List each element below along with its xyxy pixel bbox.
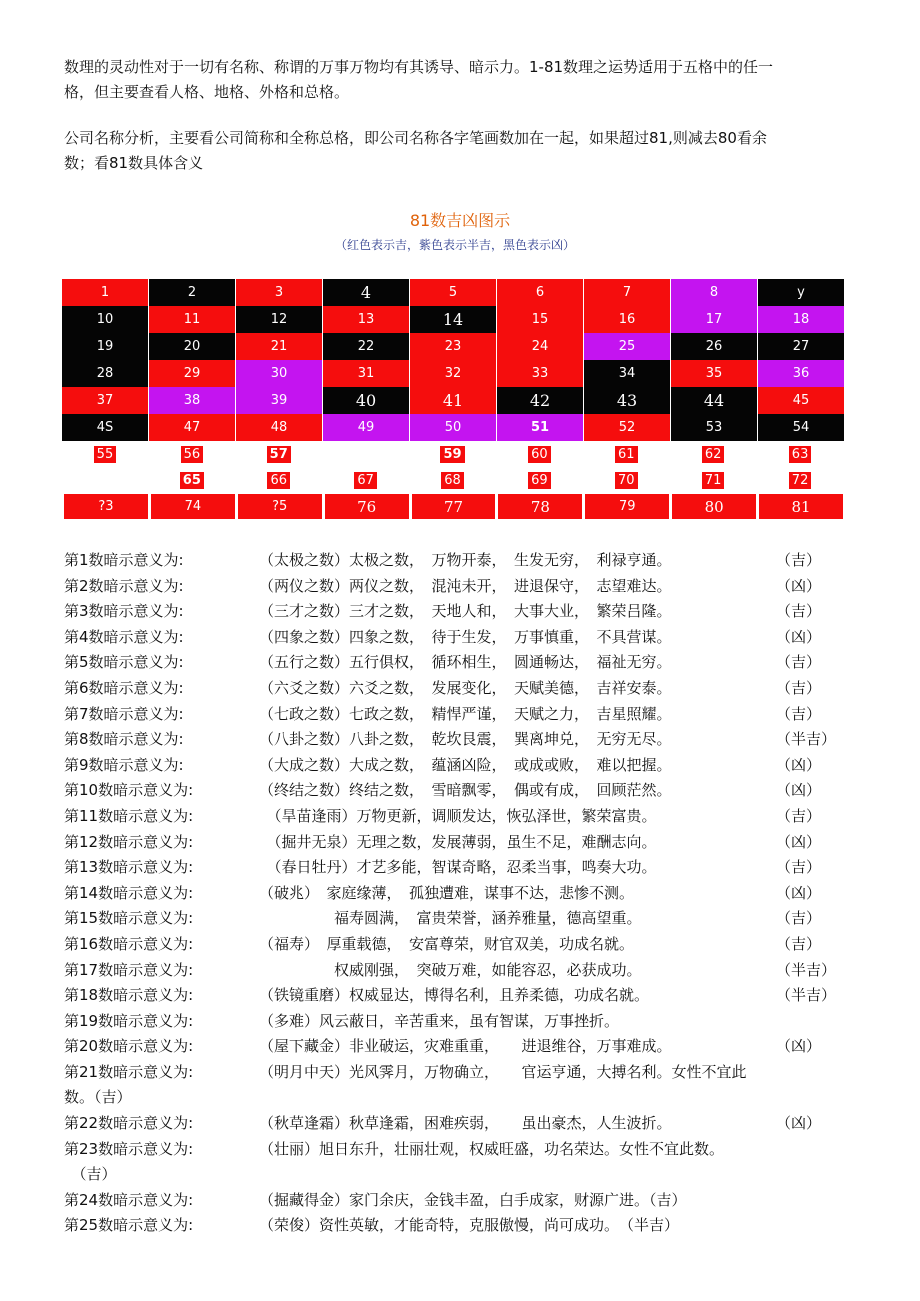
- meaning-result: （半吉）: [776, 730, 837, 749]
- meaning-label: 第8数暗示意义为:: [64, 730, 184, 749]
- grid-cell: 2: [149, 279, 235, 306]
- meaning-label: 第7数暗示意义为:: [64, 704, 184, 723]
- grid-cell: 49: [323, 414, 409, 441]
- grid-cell: 4: [323, 279, 409, 306]
- grid-cell: 4S: [62, 414, 148, 441]
- grid-cell: 30: [236, 360, 322, 387]
- meaning-line: [64, 802, 864, 828]
- meaning-line: [64, 725, 864, 751]
- meaning-result: （凶）: [776, 781, 822, 800]
- meaning-description: （破兆） 家庭缘薄， 孤独遭难，谋事不达，悲惨不测。: [259, 883, 635, 902]
- grid-cell: 44: [671, 387, 757, 414]
- grid-cell: 31: [323, 360, 409, 387]
- meaning-label: 第23数暗示意义为:: [64, 1139, 194, 1158]
- grid-badge: 69: [528, 472, 551, 489]
- grid-badge: 55: [94, 446, 117, 463]
- meaning-description: （两仪之数）两仪之数， 混沌未开， 进退保守， 志望难达。: [259, 576, 672, 595]
- grid-badge: 71: [702, 472, 725, 489]
- grid-badge: 62: [702, 446, 725, 463]
- grid-cell: 39: [236, 387, 322, 414]
- grid-badge: 57: [267, 446, 291, 463]
- meaning-line: [64, 700, 864, 726]
- grid-cell: 29: [149, 360, 235, 387]
- meaning-line: [64, 828, 864, 854]
- meaning-label: 第1数暗示意义为:: [64, 551, 184, 569]
- meaning-line: [64, 597, 864, 623]
- meaning-description: （五行之数）五行俱权， 循环相生， 圆通畅达， 福祉无穷。: [259, 653, 672, 672]
- meaning-label: 第14数暗示意义为:: [64, 883, 194, 902]
- meaning-line: [64, 1160, 864, 1186]
- grid-cell: 81: [759, 494, 843, 519]
- grid-cell: 23: [410, 333, 496, 360]
- meaning-result: （吉）: [776, 704, 822, 723]
- meaning-line: [64, 853, 864, 879]
- meaning-label: 第6数暗示意义为:: [64, 678, 184, 697]
- meaning-description: （六爻之数）六爻之数， 发展变化， 天赋美德， 吉祥安泰。: [259, 678, 672, 697]
- meaning-description: （掘藏得金）家门余庆，金钱丰盈，白手成家，财源广进。（吉）: [259, 1190, 687, 1209]
- meaning-description: （多难）风云蔽日，辛苦重来，虽有智谋，万事挫折。: [259, 1011, 620, 1030]
- meaning-line: [64, 879, 864, 905]
- meaning-line: [64, 904, 864, 930]
- meaning-label: 第18数暗示意义为:: [64, 986, 194, 1005]
- grid-cell: ?3: [64, 494, 148, 519]
- meaning-result: （吉）: [776, 909, 822, 928]
- grid-cell: 25: [584, 333, 670, 360]
- meaning-line: [64, 1032, 864, 1058]
- grid-cell: 12: [236, 306, 322, 333]
- grid-cell: 43: [584, 387, 670, 414]
- grid-cell: 15: [497, 306, 583, 333]
- grid-cell: 48: [236, 414, 322, 441]
- chart-subtitle: （红色表示吉，紫色表示半吉，黑色表示凶）: [334, 238, 575, 252]
- grid-cell: ?5: [238, 494, 322, 519]
- meaning-label: 第24数暗示意义为:: [64, 1190, 194, 1209]
- meaning-result: （半吉）: [776, 960, 837, 979]
- meaning-result: （凶）: [776, 627, 822, 646]
- meaning-line: [64, 648, 864, 674]
- grid-badge: 56: [181, 446, 204, 463]
- meaning-label: 数。（吉）: [64, 1088, 132, 1107]
- grid-badge: 70: [615, 472, 638, 489]
- meaning-description: （壮丽）旭日东升，壮丽壮观，权威旺盛，功名荣达。女性不宜此数。: [259, 1139, 725, 1158]
- grid-cell: 33: [497, 360, 583, 387]
- grid-cell: 18: [758, 306, 844, 333]
- grid-cell: 54: [758, 414, 844, 441]
- meanings-list: [64, 546, 864, 1237]
- grid-cell: 37: [62, 387, 148, 414]
- grid-cell: 11: [149, 306, 235, 333]
- meaning-result: （吉）: [776, 806, 822, 825]
- grid-cell: 8: [671, 279, 757, 306]
- meaning-result: （吉）: [776, 653, 822, 672]
- grid-cell: 6: [497, 279, 583, 306]
- grid-cell: 40: [323, 387, 409, 414]
- meaning-result: （凶）: [776, 755, 822, 774]
- meaning-line: [64, 572, 864, 598]
- meaning-result: （吉）: [776, 934, 822, 953]
- meaning-line: [64, 1135, 864, 1161]
- meaning-description: 权威刚强， 突破万难，如能容忍，必获成功。: [259, 960, 642, 979]
- meaning-line: [64, 546, 864, 572]
- grid-cell: 16: [584, 306, 670, 333]
- meaning-line: [64, 623, 864, 649]
- meaning-description: （铁镜重磨）权威显达，博得名利，且养柔德，功成名就。: [259, 986, 650, 1005]
- meaning-result: （凶）: [776, 832, 822, 851]
- grid-cell: 32: [410, 360, 496, 387]
- meaning-result: （凶）: [776, 1037, 822, 1056]
- meaning-description: （秋草逢霜）秋草逢霜，困难疾弱， 虽出豪杰，人生波折。: [259, 1114, 672, 1133]
- grid-badge: 67: [354, 472, 377, 489]
- meaning-description: （太极之数）太极之数， 万物开泰， 生发无穷， 利禄亨通。: [259, 551, 672, 569]
- meaning-description: （八卦之数）八卦之数， 乾坎艮震， 巽离坤兑， 无穷无尽。: [259, 730, 672, 749]
- meaning-label: 第5数暗示意义为:: [64, 653, 184, 672]
- grid-cell: 80: [672, 494, 756, 519]
- grid-cell: 41: [410, 387, 496, 414]
- grid-cell: 5: [410, 279, 496, 306]
- meaning-label: 第20数暗示意义为:: [64, 1037, 194, 1056]
- meaning-label: 第10数暗示意义为:: [64, 781, 194, 800]
- grid-cell: 17: [671, 306, 757, 333]
- grid-cell: 36: [758, 360, 844, 387]
- grid-badge: 68: [441, 472, 464, 489]
- meaning-description: （明月中天）光风霁月，万物确立， 官运亨通，大搏名利。女性不宜此: [259, 1062, 747, 1081]
- meaning-label: 第19数暗示意义为:: [64, 1011, 194, 1030]
- grid-cell: 35: [671, 360, 757, 387]
- meaning-result: （吉）: [776, 602, 822, 621]
- meaning-description: 福寿圆满， 富贵荣誉，涵养雅量，德高望重。: [259, 909, 642, 928]
- grid-badge: 65: [180, 472, 204, 489]
- meaning-label: 第4数暗示意义为:: [64, 627, 184, 646]
- intro-paragraph-1: [64, 55, 784, 105]
- grid-badge: 59: [440, 446, 464, 463]
- grid-cell: 10: [62, 306, 148, 333]
- chart-title: 81数吉凶图示: [409, 211, 511, 230]
- grid-cell: 28: [62, 360, 148, 387]
- grid-row: [62, 414, 844, 441]
- meaning-description: （大成之数）大成之数， 蕴涵凶险， 或成或败， 难以把握。: [259, 755, 672, 774]
- grid-badge: 72: [789, 472, 812, 489]
- grid-badge: 63: [789, 446, 812, 463]
- grid-cell: 21: [236, 333, 322, 360]
- grid-cell: 7: [584, 279, 670, 306]
- grid-cell: 51: [497, 414, 583, 441]
- meaning-description: （掘井无泉）无理之数，发展薄弱，虽生不足，难酬志向。: [259, 832, 657, 851]
- meaning-description: （四象之数）四象之数， 待于生发， 万事慎重， 不具营谋。: [259, 627, 672, 646]
- grid-cell: 38: [149, 387, 235, 414]
- meaning-label: 第15数暗示意义为:: [64, 909, 194, 928]
- meaning-line: [64, 930, 864, 956]
- grid-badge: 61: [615, 446, 638, 463]
- meaning-description: （福寿） 厚重载德， 安富尊荣，财官双美，功成名就。: [259, 934, 635, 953]
- grid-cell: 3: [236, 279, 322, 306]
- intro-text-1: 数理的灵动性对于一切有名称、称谓的万事万物均有其诱导、暗示力。1-81数理之运势适用于五格中的任一格，但主要查看人格、地格、外格和总格。: [64, 58, 774, 101]
- grid-cell: 20: [149, 333, 235, 360]
- meaning-line: [64, 776, 864, 802]
- meaning-label: 第3数暗示意义为:: [64, 602, 184, 621]
- grid-cell: 13: [323, 306, 409, 333]
- grid-cell: 53: [671, 414, 757, 441]
- grid-cell: 24: [497, 333, 583, 360]
- grid-row: [62, 306, 844, 333]
- grid-row: [62, 333, 844, 360]
- meaning-line: [64, 981, 864, 1007]
- grid-cell: 22: [323, 333, 409, 360]
- meaning-result: （吉）: [776, 551, 822, 569]
- meaning-label: 第25数暗示意义为:: [64, 1216, 194, 1235]
- intro-paragraph-2: [64, 126, 784, 176]
- grid-cell: 76: [325, 494, 409, 519]
- meaning-result: （凶）: [776, 883, 822, 902]
- meaning-line: [64, 1007, 864, 1033]
- meaning-label: 第11数暗示意义为:: [64, 806, 194, 825]
- grid-cell: 1: [62, 279, 148, 306]
- grid-badge: 60: [528, 446, 551, 463]
- meaning-description: （三才之数）三才之数， 天地人和， 大事大业， 繁荣吕隆。: [259, 602, 672, 621]
- meaning-line: [64, 1058, 864, 1084]
- grid-cell: 27: [758, 333, 844, 360]
- grid-row: [62, 387, 844, 414]
- grid-badge-row: [62, 441, 844, 467]
- grid-cell: 14: [410, 306, 496, 333]
- meaning-label: 第16数暗示意义为:: [64, 934, 194, 953]
- grid-cell: 52: [584, 414, 670, 441]
- meaning-result: （凶）: [776, 1114, 822, 1133]
- meaning-description: （终结之数）终结之数， 雪暗飘零， 偶或有成， 回顾茫然。: [259, 781, 672, 800]
- intro-text-2: 公司名称分析，主要看公司简称和全称总格，即公司名称各字笔画数加在一起，如果超过81,则减去80看余数；看81数具体含义: [64, 129, 767, 172]
- grid-cell: 19: [62, 333, 148, 360]
- grid-cell: 34: [584, 360, 670, 387]
- meaning-line: [64, 674, 864, 700]
- meaning-description: （七政之数）七政之数， 精悍严谨， 天赋之力， 吉星照耀。: [259, 704, 672, 723]
- grid-row: [62, 360, 844, 387]
- grid-cell: 77: [412, 494, 496, 519]
- grid-cell: 79: [585, 494, 669, 519]
- meaning-label: 第21数暗示意义为:: [64, 1062, 194, 1081]
- meaning-label: 第12数暗示意义为:: [64, 832, 194, 851]
- meaning-line: [64, 956, 864, 982]
- meaning-label: 第2数暗示意义为:: [64, 576, 184, 595]
- grid-cell: 42: [497, 387, 583, 414]
- meaning-label: 第22数暗示意义为:: [64, 1114, 194, 1133]
- meaning-result: （凶）: [776, 576, 822, 595]
- grid-cell: 74: [151, 494, 235, 519]
- grid-cell: 45: [758, 387, 844, 414]
- meaning-label: 第17数暗示意义为:: [64, 960, 194, 979]
- meaning-line: [64, 1186, 864, 1212]
- grid-row: [62, 279, 844, 306]
- grid-cell: y: [758, 279, 844, 306]
- grid-last-row: [62, 494, 844, 519]
- meaning-label: （吉）: [64, 1165, 117, 1184]
- meaning-result: （吉）: [776, 678, 822, 697]
- meaning-label: 第13数暗示意义为:: [64, 858, 194, 877]
- meaning-line: [64, 751, 864, 777]
- meaning-description: （旱苗逢雨）万物更新，调顺发达，恢弘泽世，繁荣富贵。: [259, 806, 657, 825]
- grid-cell: 47: [149, 414, 235, 441]
- meaning-label: 第9数暗示意义为:: [64, 755, 184, 774]
- meaning-description: （屋下藏金）非业破运，灾难重重， 进退维谷，万事难成。: [259, 1037, 672, 1056]
- meaning-description: （荣俊）资性英敏，才能奇特，克服傲慢，尚可成功。 （半吉）: [259, 1216, 680, 1235]
- grid-cell: 26: [671, 333, 757, 360]
- meaning-result: （半吉）: [776, 986, 837, 1005]
- grid-cell: 78: [498, 494, 582, 519]
- meaning-description: （春日牡丹）才艺多能，智谋奇略，忍柔当事，鸣奏大功。: [259, 858, 657, 877]
- meaning-result: （吉）: [776, 858, 822, 877]
- meaning-line: [64, 1211, 864, 1237]
- meaning-line: [64, 1109, 864, 1135]
- number-grid: [62, 279, 844, 519]
- meaning-line: [64, 1083, 864, 1109]
- grid-badge-row: [62, 467, 844, 493]
- grid-badge: 66: [267, 472, 290, 489]
- grid-cell: 50: [410, 414, 496, 441]
